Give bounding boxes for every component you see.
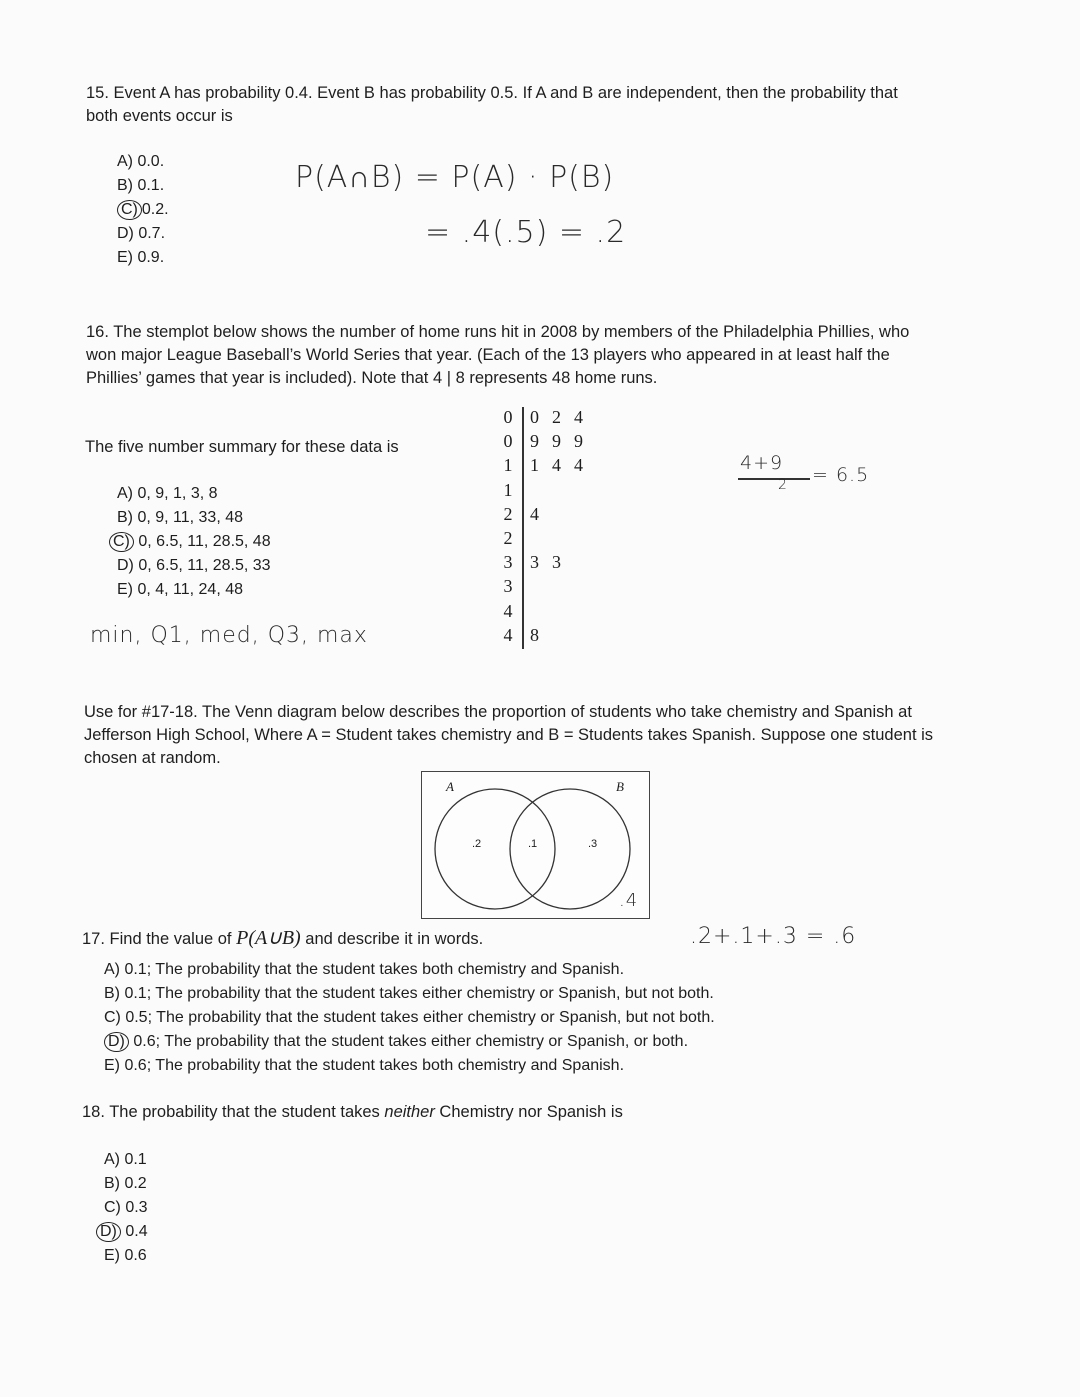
selected-answer-circle: D)	[96, 1222, 121, 1242]
stemplot-row	[500, 502, 620, 526]
q15-option-a[interactable]: A) 0.0.	[117, 153, 165, 170]
q16-option-c[interactable]	[109, 530, 271, 554]
q16-line1: 16. The stemplot below shows the number of home runs hit in 2008 by members of the Philadelphia Phillies, who	[86, 323, 910, 341]
q15-option-c[interactable]	[117, 198, 169, 222]
stem-value: 4	[503, 600, 513, 621]
q16-line3: Phillies’ games that year is included). Note that 4 | 8 represents 48 home runs.	[86, 369, 658, 387]
stem-value: 1	[503, 479, 513, 500]
q18-option-d-text: 0.4	[125, 1223, 148, 1240]
q15-option-e[interactable]: E) 0.9.	[117, 249, 165, 266]
stem-value: 0	[503, 431, 513, 452]
venn-diagram	[421, 771, 650, 919]
q16-summary-label: The five number summary for these data is	[85, 438, 399, 456]
leaf-values: 999	[530, 431, 596, 452]
q15-stem	[86, 82, 1076, 128]
q16-option-c-text: 0, 6.5, 11, 28.5, 48	[138, 533, 271, 550]
q15-option-d[interactable]: D) 0.7.	[117, 225, 166, 242]
q15-line2: both events occur is	[86, 107, 233, 125]
stemplot-row	[500, 550, 620, 574]
stemplot-row	[500, 623, 620, 647]
q15-option-c-text: 0.2.	[141, 201, 169, 218]
q18-option-b[interactable]: B) 0.2	[104, 1175, 147, 1192]
stem-value: 1	[503, 455, 513, 476]
q17-expression: P(A∪B)	[236, 927, 301, 949]
venn-label-a: A	[446, 779, 454, 794]
q17-option-e[interactable]: E) 0.6; The probability that the student takes both chemistry and Spanish.	[104, 1057, 625, 1074]
q17-option-c[interactable]: C) 0.5; The probability that the student takes either chemistry or Spanish, but not both.	[104, 1009, 715, 1026]
stemplot-row	[500, 526, 620, 550]
q18-options	[100, 1148, 148, 1268]
stemplot-row	[500, 478, 620, 502]
stemplot-row	[500, 429, 620, 453]
q15-line1: 15. Event A has probability 0.4. Event B has probability 0.5. If A and B are independent, then the probability that	[86, 84, 898, 102]
venn-only-a: .2	[472, 838, 482, 850]
stem-value: 0	[503, 407, 513, 427]
q18-stem	[82, 1101, 623, 1124]
q17-option-d-text: 0.6; The probability that the student takes either chemistry or Spanish, or both.	[133, 1033, 689, 1050]
venn-intro	[84, 701, 1079, 770]
q18-option-a[interactable]: A) 0.1	[104, 1151, 147, 1168]
q16-option-a[interactable]: A) 0, 9, 1, 3, 8	[117, 485, 218, 502]
q16-handwritten-note: min, Q1, med, Q3, max	[90, 623, 368, 648]
q17-option-b[interactable]: B) 0.1; The probability that the student takes either chemistry or Spanish, but not both.	[104, 985, 714, 1002]
q16-option-d[interactable]: D) 0, 6.5, 11, 28.5, 33	[117, 557, 271, 574]
stem-value: 4	[503, 624, 513, 645]
leaf-values: 33	[530, 552, 574, 573]
venn-only-b: .3	[588, 838, 598, 850]
q18-option-e[interactable]: E) 0.6	[104, 1247, 147, 1264]
leaf-values: 4	[530, 503, 552, 524]
venn-intro-line2: Jefferson High School, Where A = Student takes chemistry and B = Students takes Spanish. Suppose one student is	[84, 726, 934, 744]
selected-answer-circle: D)	[104, 1032, 129, 1052]
q17-prefix: 17. Find the value of	[82, 930, 237, 948]
leaf-values: 024	[530, 407, 596, 427]
q18-prefix: 18. The probability that the student takes	[82, 1103, 385, 1121]
q18-suffix: Chemistry nor Spanish is	[434, 1103, 623, 1121]
q15-handwritten-formula: P(A∩B) = P(A) · P(B)	[295, 160, 615, 195]
q15-options	[117, 150, 169, 270]
venn-intro-line3: chosen at random.	[84, 749, 221, 767]
q17-options	[104, 958, 715, 1078]
stemplot-row	[500, 574, 620, 598]
leaf-values: 8	[530, 624, 552, 645]
selected-answer-circle: C)	[117, 200, 142, 220]
fraction-bar	[738, 478, 810, 480]
q15-option-b[interactable]: B) 0.1.	[117, 177, 165, 194]
stemplot-row	[500, 599, 620, 623]
venn-both: .1	[528, 838, 538, 850]
q17-option-d[interactable]	[104, 1030, 715, 1054]
q16-handwritten-median	[738, 452, 878, 494]
median-numerator: 4+9	[740, 452, 784, 474]
venn-outside: .4	[619, 890, 639, 911]
q18-option-c[interactable]: C) 0.3	[104, 1199, 148, 1216]
q18-option-d[interactable]	[96, 1220, 148, 1244]
q17-option-a[interactable]: A) 0.1; The probability that the student takes both chemistry and Spanish.	[104, 961, 625, 978]
stem-value: 3	[503, 576, 513, 597]
venn-intro-line1: Use for #17-18. The Venn diagram below describes the proportion of students who take chemistry and Spanish at	[84, 703, 912, 721]
venn-label-b: B	[616, 779, 624, 794]
stem-value: 3	[503, 552, 513, 573]
q18-emphasis: neither	[384, 1103, 435, 1121]
q17-handwritten-sum: .2+.1+.3 = .6	[690, 924, 857, 949]
q16-option-b[interactable]: B) 0, 9, 11, 33, 48	[117, 509, 244, 526]
q16-line2: won major League Baseball’s World Series that year. (Each of the 13 players who appeared in at least half the	[86, 346, 890, 364]
median-result: = 6.5	[812, 464, 870, 486]
selected-answer-circle: C)	[109, 532, 134, 552]
stemplot-rows	[500, 405, 620, 647]
q16-option-e[interactable]: E) 0, 4, 11, 24, 48	[117, 581, 244, 598]
q16-stem	[86, 321, 1076, 390]
q17-stem	[82, 927, 483, 951]
stemplot	[500, 405, 620, 647]
stem-value: 2	[503, 527, 513, 548]
leaf-values: 144	[530, 455, 596, 476]
q16-options	[113, 482, 271, 602]
stem-value: 2	[503, 503, 513, 524]
stemplot-row	[500, 405, 620, 429]
median-denominator: 2	[778, 477, 788, 493]
q15-handwritten-calc: = .4(.5) = .2	[425, 215, 627, 250]
stemplot-row	[500, 453, 620, 477]
q17-suffix: and describe it in words.	[300, 930, 484, 948]
